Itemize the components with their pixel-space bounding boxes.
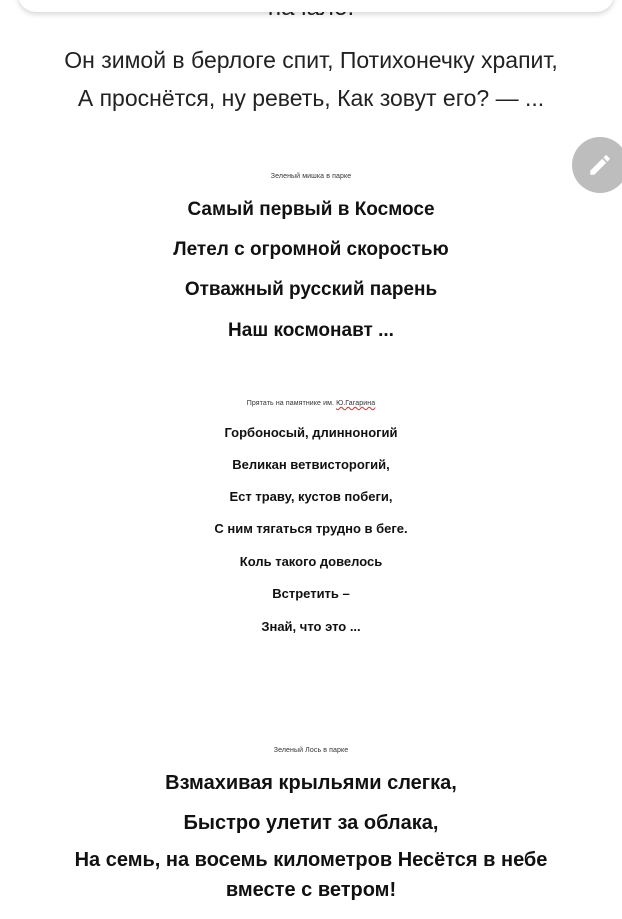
riddle-cosmonaut-line-3: Отважный русский парень — [184, 279, 438, 300]
note-cosmonaut-prefix: Прятать на памятнике им. — [246, 400, 337, 407]
riddle-moose-line-7: Знай, что это ... — [261, 619, 361, 634]
riddle-moose-line-3: Ест траву, кустов побеги, — [229, 489, 393, 504]
riddle-moose-line-6: Встретить – — [272, 586, 350, 601]
top-sheet-edge — [18, 0, 614, 12]
riddle-cosmonaut-line-4: Наш космонавт ... — [228, 320, 394, 341]
riddle-bird-line-2: Быстро улетит за облака, — [183, 812, 439, 834]
note-moose: Зеленый Лось в парке — [273, 747, 349, 754]
note-bear: Зеленый мишка в парке — [270, 173, 352, 180]
riddle-bear-line-1: Он зимой в берлоге спит, Потихонечку храпит, — [64, 47, 558, 73]
riddle-cosmonaut-line-2: Летел с огромной скоростью — [173, 239, 449, 260]
riddle-bird-line-3: На семь, на восемь километров Несётся в небе — [74, 849, 548, 871]
riddle-moose-line-4: С ним тягаться трудно в беге. — [214, 521, 408, 536]
riddle-bear-line-2: А проснётся, ну реветь, Как зовут его? — ... — [77, 85, 545, 111]
edit-button[interactable] — [572, 137, 622, 193]
note-cosmonaut-name: Ю.Гагарина — [336, 400, 376, 407]
riddle-bird-line-1: Взмахивая крыльями слегка, — [165, 772, 457, 794]
pencil-icon — [587, 152, 613, 178]
note-cosmonaut — [0, 400, 622, 407]
riddle-moose-line-5: Коль такого довелось — [239, 554, 383, 569]
riddle-bird-line-4: вместе с ветром! — [225, 879, 397, 901]
riddle-moose-line-2: Великан ветвисторогий, — [232, 457, 390, 472]
riddle-cosmonaut-line-1: Самый первый в Космосе — [187, 199, 435, 220]
riddle-moose-line-1: Горбоносый, длинноногий — [224, 425, 398, 440]
